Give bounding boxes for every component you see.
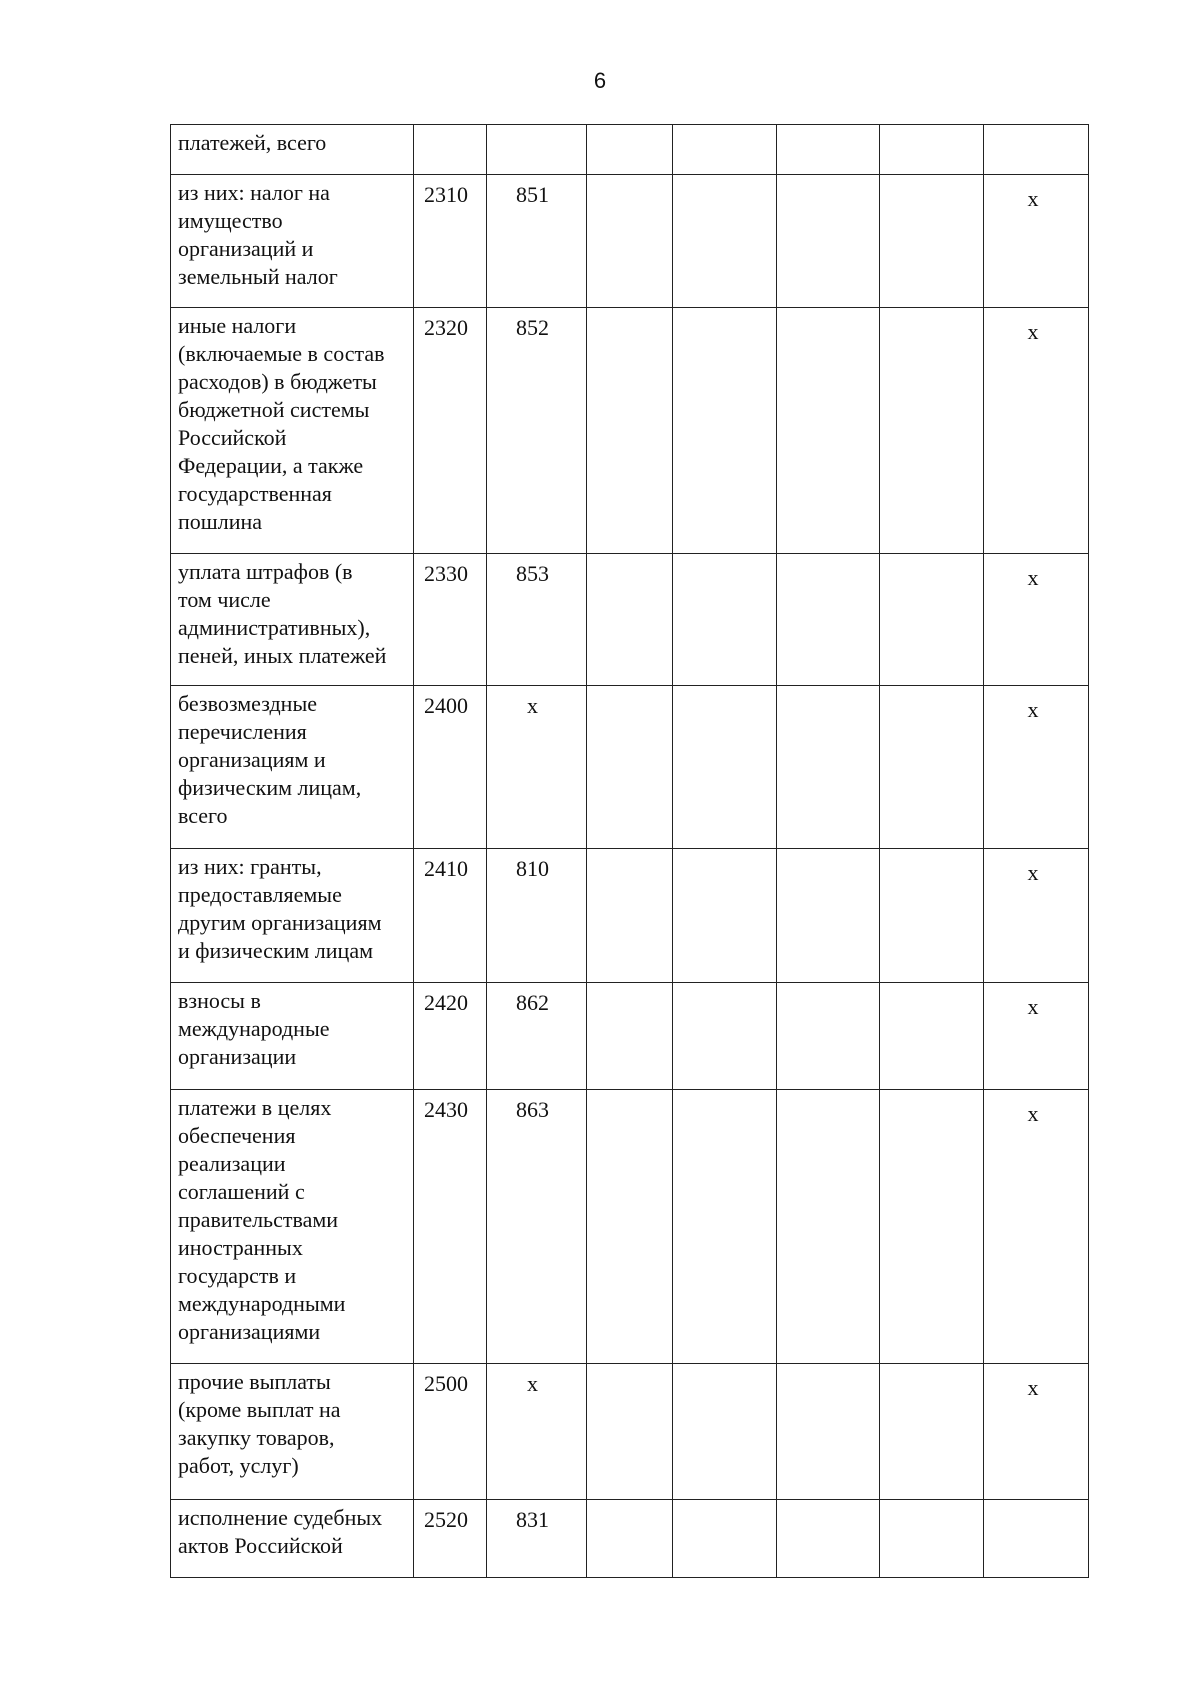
value-cell bbox=[673, 1364, 777, 1500]
line-code: 2430 bbox=[414, 1090, 487, 1364]
value-cell bbox=[880, 983, 984, 1090]
value-cell bbox=[777, 1500, 880, 1578]
value-cell bbox=[777, 686, 880, 849]
value-cell bbox=[777, 125, 880, 175]
value-cell bbox=[587, 308, 673, 554]
table-row bbox=[171, 983, 1089, 1090]
table-row bbox=[171, 686, 1089, 849]
row-label: безвозмездные перечисления организациям и физическим лицам, всего bbox=[171, 686, 414, 849]
value-cell bbox=[673, 125, 777, 175]
line-code: 2500 bbox=[414, 1364, 487, 1500]
row-label: взносы в международные организации bbox=[171, 983, 414, 1090]
budget-code: x bbox=[487, 686, 587, 849]
table-row bbox=[171, 175, 1089, 308]
value-cell bbox=[880, 125, 984, 175]
value-cell bbox=[673, 1090, 777, 1364]
value-cell bbox=[880, 1500, 984, 1578]
line-code bbox=[414, 125, 487, 175]
value-cell bbox=[587, 175, 673, 308]
not-applicable-mark: x bbox=[984, 686, 1089, 849]
table-row bbox=[171, 849, 1089, 983]
table-row bbox=[171, 554, 1089, 686]
budget-code: 862 bbox=[487, 983, 587, 1090]
value-cell bbox=[587, 1090, 673, 1364]
line-code: 2330 bbox=[414, 554, 487, 686]
value-cell bbox=[777, 175, 880, 308]
value-cell bbox=[673, 308, 777, 554]
value-cell bbox=[587, 554, 673, 686]
budget-code: 831 bbox=[487, 1500, 587, 1578]
table-row bbox=[171, 1090, 1089, 1364]
row-label: исполнение судебных актов Российской bbox=[171, 1500, 414, 1578]
row-label: из них: налог на имущество организаций и земельный налог bbox=[171, 175, 414, 308]
line-code: 2520 bbox=[414, 1500, 487, 1578]
line-code: 2420 bbox=[414, 983, 487, 1090]
value-cell bbox=[777, 1090, 880, 1364]
table-row bbox=[171, 308, 1089, 554]
row-label: из них: гранты, предоставляемые другим организациям и физическим лицам bbox=[171, 849, 414, 983]
value-cell bbox=[587, 983, 673, 1090]
row-label: платежей, всего bbox=[171, 125, 414, 175]
value-cell bbox=[777, 1364, 880, 1500]
line-code: 2320 bbox=[414, 308, 487, 554]
financial-table bbox=[170, 124, 1089, 1578]
not-applicable-mark bbox=[984, 1500, 1089, 1578]
value-cell bbox=[880, 175, 984, 308]
budget-code: 810 bbox=[487, 849, 587, 983]
value-cell bbox=[673, 686, 777, 849]
value-cell bbox=[587, 849, 673, 983]
value-cell bbox=[880, 849, 984, 983]
budget-code: 853 bbox=[487, 554, 587, 686]
line-code: 2310 bbox=[414, 175, 487, 308]
value-cell bbox=[880, 1090, 984, 1364]
value-cell bbox=[673, 1500, 777, 1578]
line-code: 2410 bbox=[414, 849, 487, 983]
line-code: 2400 bbox=[414, 686, 487, 849]
table-row bbox=[171, 1364, 1089, 1500]
row-label: уплата штрафов (в том числе административных), пеней, иных платежей bbox=[171, 554, 414, 686]
not-applicable-mark bbox=[984, 125, 1089, 175]
value-cell bbox=[673, 554, 777, 686]
table-row bbox=[171, 125, 1089, 175]
value-cell bbox=[880, 1364, 984, 1500]
not-applicable-mark: x bbox=[984, 983, 1089, 1090]
not-applicable-mark: x bbox=[984, 849, 1089, 983]
not-applicable-mark: x bbox=[984, 1090, 1089, 1364]
value-cell bbox=[587, 125, 673, 175]
row-label: иные налоги (включаемые в состав расходов) в бюджеты бюджетной системы Российской Федерации, а также государственная пошлина bbox=[171, 308, 414, 554]
value-cell bbox=[673, 175, 777, 308]
value-cell bbox=[777, 983, 880, 1090]
not-applicable-mark: x bbox=[984, 308, 1089, 554]
value-cell bbox=[777, 849, 880, 983]
value-cell bbox=[673, 983, 777, 1090]
value-cell bbox=[587, 686, 673, 849]
value-cell bbox=[777, 308, 880, 554]
value-cell bbox=[880, 554, 984, 686]
table-row bbox=[171, 1500, 1089, 1578]
budget-code: x bbox=[487, 1364, 587, 1500]
value-cell bbox=[880, 686, 984, 849]
value-cell bbox=[673, 849, 777, 983]
row-label: платежи в целях обеспечения реализации соглашений с правительствами иностранных государств и международными организациями bbox=[171, 1090, 414, 1364]
budget-code: 851 bbox=[487, 175, 587, 308]
not-applicable-mark: x bbox=[984, 175, 1089, 308]
not-applicable-mark: x bbox=[984, 554, 1089, 686]
not-applicable-mark: x bbox=[984, 1364, 1089, 1500]
budget-code: 852 bbox=[487, 308, 587, 554]
page-number: 6 bbox=[593, 68, 607, 93]
row-label: прочие выплаты (кроме выплат на закупку товаров, работ, услуг) bbox=[171, 1364, 414, 1500]
budget-code: 863 bbox=[487, 1090, 587, 1364]
value-cell bbox=[587, 1364, 673, 1500]
value-cell bbox=[880, 308, 984, 554]
budget-code bbox=[487, 125, 587, 175]
value-cell bbox=[777, 554, 880, 686]
value-cell bbox=[587, 1500, 673, 1578]
